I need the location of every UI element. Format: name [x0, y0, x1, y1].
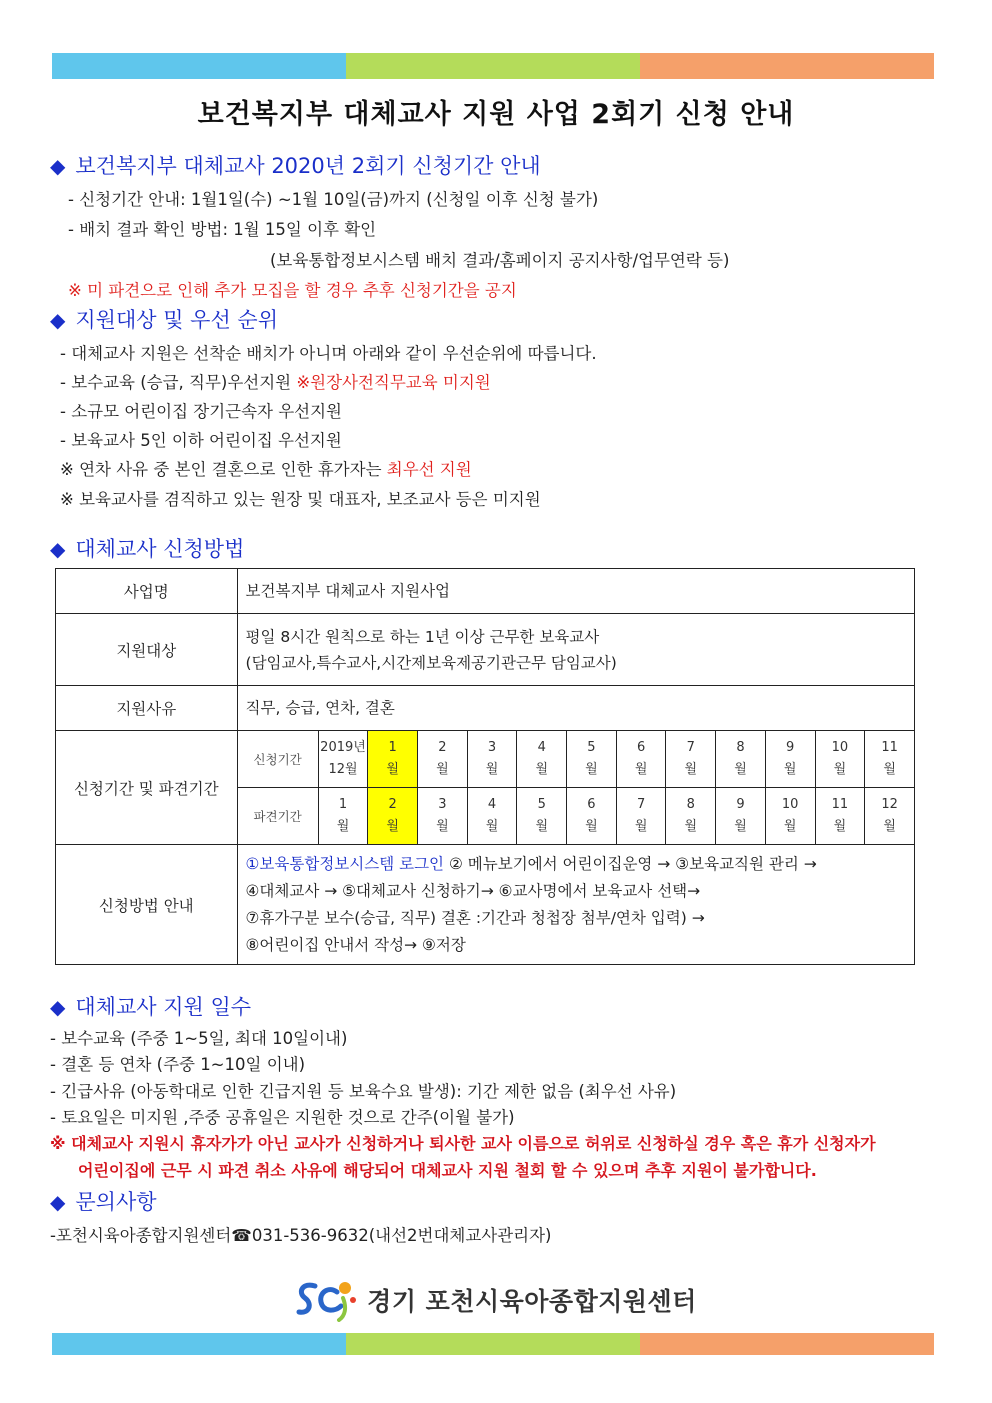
month-cell: 11 월	[865, 731, 915, 788]
diamond-icon: ◆	[50, 1190, 66, 1214]
month-cell: 8 월	[666, 788, 716, 845]
period-notice: ※ 미 파견으로 인해 추가 모집을 할 경우 추후 신청기간을 공지	[68, 281, 517, 300]
month-cell: 9 월	[716, 788, 766, 845]
diamond-icon: ◆	[50, 537, 66, 561]
priority-line: - 보육교사 5인 이하 어린이집 우선지원	[60, 431, 342, 450]
warning-line: 어린이집에 근무 시 파견 취소 사유에 해당되어 대체교사 지원 철회 할 수 있으며 추후 지원이 불가합니다.	[78, 1161, 817, 1180]
month-cell: 5 월	[567, 731, 617, 788]
apply-period-label: 신청기간	[237, 731, 318, 788]
days-line: - 토요일은 미지원 ,주중 공휴일은 지원한 것으로 간주(이월 불가)	[50, 1108, 515, 1127]
priority-line: - 대체교사 지원은 선착순 배치가 아니며 아래와 같이 우선순위에 따릅니다.	[60, 344, 597, 363]
month-cell: 7 월	[666, 731, 716, 788]
month-cell: 5 월	[517, 788, 567, 845]
section-priority-heading: ◆ 지원대상 및 우선 순위	[50, 308, 278, 332]
days-line: - 긴급사유 (아동학대로 인한 긴급지원 등 보육수요 발생): 기간 제한 없음 (최우선 사유)	[50, 1082, 677, 1101]
center-logo-icon	[295, 1278, 361, 1322]
month-cell: 1 월	[368, 731, 418, 788]
month-cell: 9 월	[765, 731, 815, 788]
contact-line: -포천시육아종합지원센터☎031-536-9632(내선2번대체교사관리자)	[50, 1226, 552, 1245]
month-cell: 10 월	[765, 788, 815, 845]
result-method-detail: (보육통합정보시스템 배치 결과/홈페이지 공지사항/업무연락 등)	[270, 251, 730, 270]
month-cell: 8 월	[716, 731, 766, 788]
month-cell: 11 월	[815, 788, 865, 845]
diamond-icon: ◆	[50, 308, 66, 332]
diamond-icon: ◆	[50, 154, 66, 178]
month-cell: 6 월	[567, 788, 617, 845]
days-line: - 결혼 등 연차 (주중 1~10일 이내)	[50, 1055, 306, 1074]
month-cell: 6 월	[616, 731, 666, 788]
priority-line: ※ 보육교사를 겸직하고 있는 원장 및 대표자, 보조교사 등은 미지원	[60, 490, 541, 509]
warning-line: ※ 대체교사 지원시 휴자가가 아닌 교사가 신청하거나 퇴사한 교사 이름으로 허위로 신청하실 경우 혹은 휴가 신청자가	[50, 1134, 876, 1153]
month-cell: 12 월	[865, 788, 915, 845]
priority-line: ※ 연차 사유 중 본인 결혼으로 인한 휴가자는 최우선 지원	[60, 460, 472, 479]
month-cell: 2 월	[418, 731, 468, 788]
row-value: 보건복지부 대체교사 지원사업	[237, 569, 914, 614]
month-cell: 1 월	[318, 788, 368, 845]
section-period-heading: ◆ 보건복지부 대체교사 2020년 2회기 신청기간 안내	[50, 154, 541, 178]
month-cell: 2019년 12월	[318, 731, 368, 788]
page-title: 보건복지부 대체교사 지원 사업 2회기 신청 안내	[197, 99, 795, 130]
result-method-line: - 배치 결과 확인 방법: 1월 15일 이후 확인	[68, 220, 377, 239]
row-label: 지원사유	[56, 686, 238, 731]
row-value: 평일 8시간 원칙으로 하는 1년 이상 근무한 보육교사 (담임교사,특수교사,시간제보육제공기관근무 담임교사)	[237, 614, 914, 686]
row-label: 신청기간 및 파견기간	[56, 731, 238, 845]
month-cell: 3 월	[418, 788, 468, 845]
org-name: 경기 포천시육아종합지원센터	[367, 1287, 697, 1316]
month-cell: 4 월	[517, 731, 567, 788]
section-days-heading: ◆ 대체교사 지원 일수	[50, 995, 252, 1019]
top-color-bar	[52, 53, 934, 79]
dispatch-period-label: 파견기간	[237, 788, 318, 845]
month-cell: 7 월	[616, 788, 666, 845]
diamond-icon: ◆	[50, 995, 66, 1019]
section-method-heading: ◆ 대체교사 신청방법	[50, 537, 245, 561]
month-cell: 10 월	[815, 731, 865, 788]
section-contact-heading: ◆ 문의사항	[50, 1190, 157, 1214]
row-value: ①보육통합정보시스템 로그인 ② 메뉴보기에서 어린이집운영 → ③보육교직원 관리 → ④대체교사 → ⑤대체교사 신청하기→ ⑥교사명에서 보육교사 선택→ ⑦휴가구분 보수(승급, 직무) 결혼 :기간과 청첩장 첨부/연차 입력) → ⑧어린이집 안내서 작성→ ⑨저장	[237, 845, 914, 965]
month-cell: 2 월	[368, 788, 418, 845]
month-cell: 3 월	[467, 731, 517, 788]
row-label: 사업명	[56, 569, 238, 614]
row-label: 신청방법 안내	[56, 845, 238, 965]
period-line: - 신청기간 안내: 1월1일(수) ~1월 10일(금)까지 (신청일 이후 신청 불가)	[68, 190, 599, 209]
application-table	[55, 568, 915, 965]
row-value: 직무, 승급, 연차, 결혼	[237, 686, 914, 731]
footer-logo	[0, 1278, 992, 1322]
row-label: 지원대상	[56, 614, 238, 686]
priority-line: - 보수교육 (승급, 직무)우선지원 ※원장사전직무교육 미지원	[60, 373, 491, 392]
month-cell: 4 월	[467, 788, 517, 845]
days-line: - 보수교육 (주중 1~5일, 최대 10일이내)	[50, 1029, 348, 1048]
priority-line: - 소규모 어린이집 장기근속자 우선지원	[60, 402, 342, 421]
bottom-color-bar	[52, 1333, 934, 1355]
